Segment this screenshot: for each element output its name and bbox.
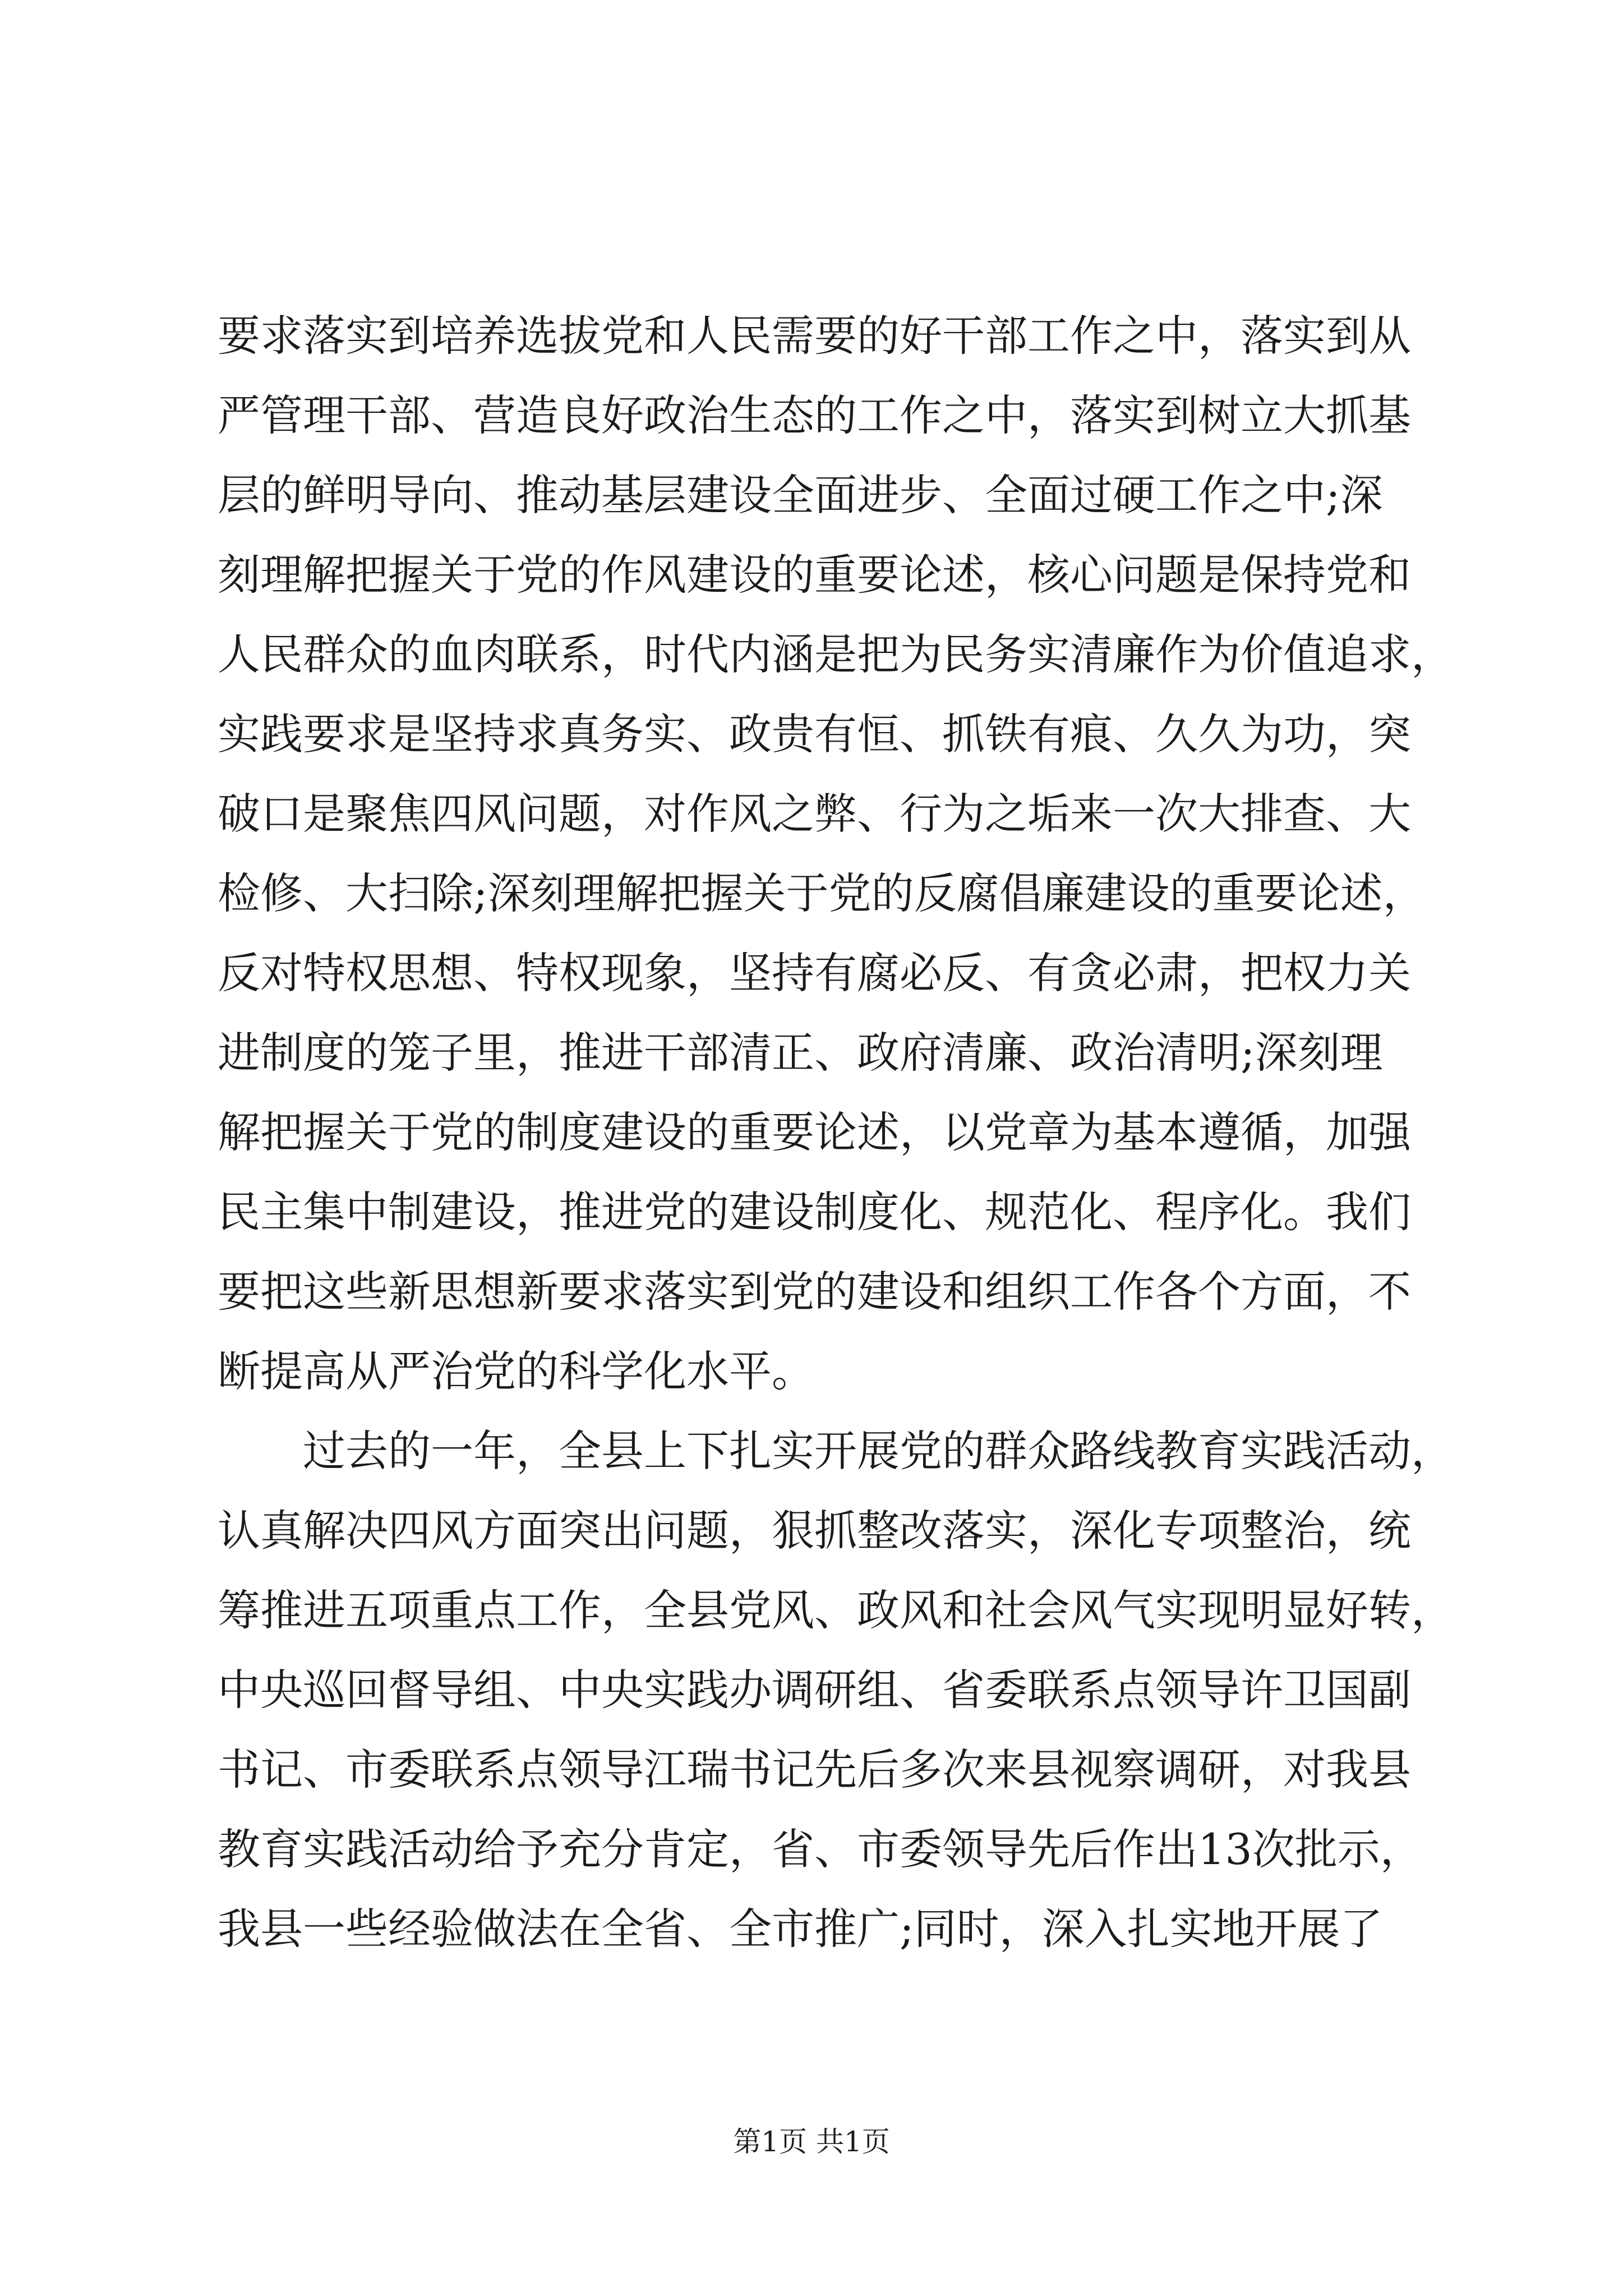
text-line: 刻理解把握关于党的作风建设的重要论述，核心问题是保持党和	[218, 550, 1411, 600]
text-line: 认真解决四风方面突出问题，狠抓整改落实，深化专项整治，统	[218, 1506, 1411, 1556]
text-line: 要求落实到培养选拔党和人民需要的好干部工作之中，落实到从	[218, 311, 1411, 361]
page-footer	[0, 2125, 1623, 2159]
text-line: 教育实践活动给予充分肯定，省、市委领导先后作出13次批示，	[218, 1824, 1423, 1874]
document-body	[218, 296, 1454, 1969]
text-line: 筹推进五项重点工作，全县党风、政风和社会风气实现明显好转，	[218, 1585, 1454, 1635]
paragraph	[218, 296, 1454, 1411]
text-line: 人民群众的血肉联系，时代内涵是把为民务实清廉作为价值追求，	[218, 629, 1454, 679]
text-line: 破口是聚焦四风问题，对作风之弊、行为之垢来一次大排查、大	[218, 789, 1411, 839]
text-line: 断提高从严治党的科学化水平。	[218, 1346, 814, 1396]
text-line: 进制度的笼子里，推进干部清正、政府清廉、政治清明;深刻理	[218, 1028, 1383, 1078]
page-number-label: 第1页 共1页	[733, 2125, 890, 2158]
text-line: 严管理干部、营造良好政治生态的工作之中，落实到树立大抓基	[218, 390, 1411, 440]
text-line: 检修、大扫除;深刻理解把握关于党的反腐倡廉建设的重要论述，	[218, 868, 1426, 918]
text-line: 中央巡回督导组、中央实践办调研组、省委联系点领导许卫国副	[218, 1665, 1411, 1715]
text-line: 反对特权思想、特权现象，坚持有腐必反、有贪必肃，把权力关	[218, 948, 1411, 998]
text-line: 解把握关于党的制度建设的重要论述，以党章为基本遵循，加强	[218, 1107, 1411, 1157]
text-line: 实践要求是坚持求真务实、政贵有恒、抓铁有痕、久久为功，突	[218, 709, 1411, 759]
text-line: 书记、市委联系点领导江瑞书记先后多次来县视察调研，对我县	[218, 1745, 1411, 1795]
text-line: 要把这些新思想新要求落实到党的建设和组织工作各个方面，不	[218, 1267, 1411, 1317]
text-line: 过去的一年，全县上下扎实开展党的群众路线教育实践活动，	[303, 1426, 1454, 1476]
text-line: 民主集中制建设，推进党的建设制度化、规范化、程序化。我们	[218, 1187, 1411, 1237]
text-line: 我县一些经验做法在全省、全市推广;同时，深入扎实地开展了	[218, 1904, 1383, 1954]
paragraph	[218, 1411, 1454, 1969]
text-line: 层的鲜明导向、推动基层建设全面进步、全面过硬工作之中;深	[218, 470, 1383, 520]
